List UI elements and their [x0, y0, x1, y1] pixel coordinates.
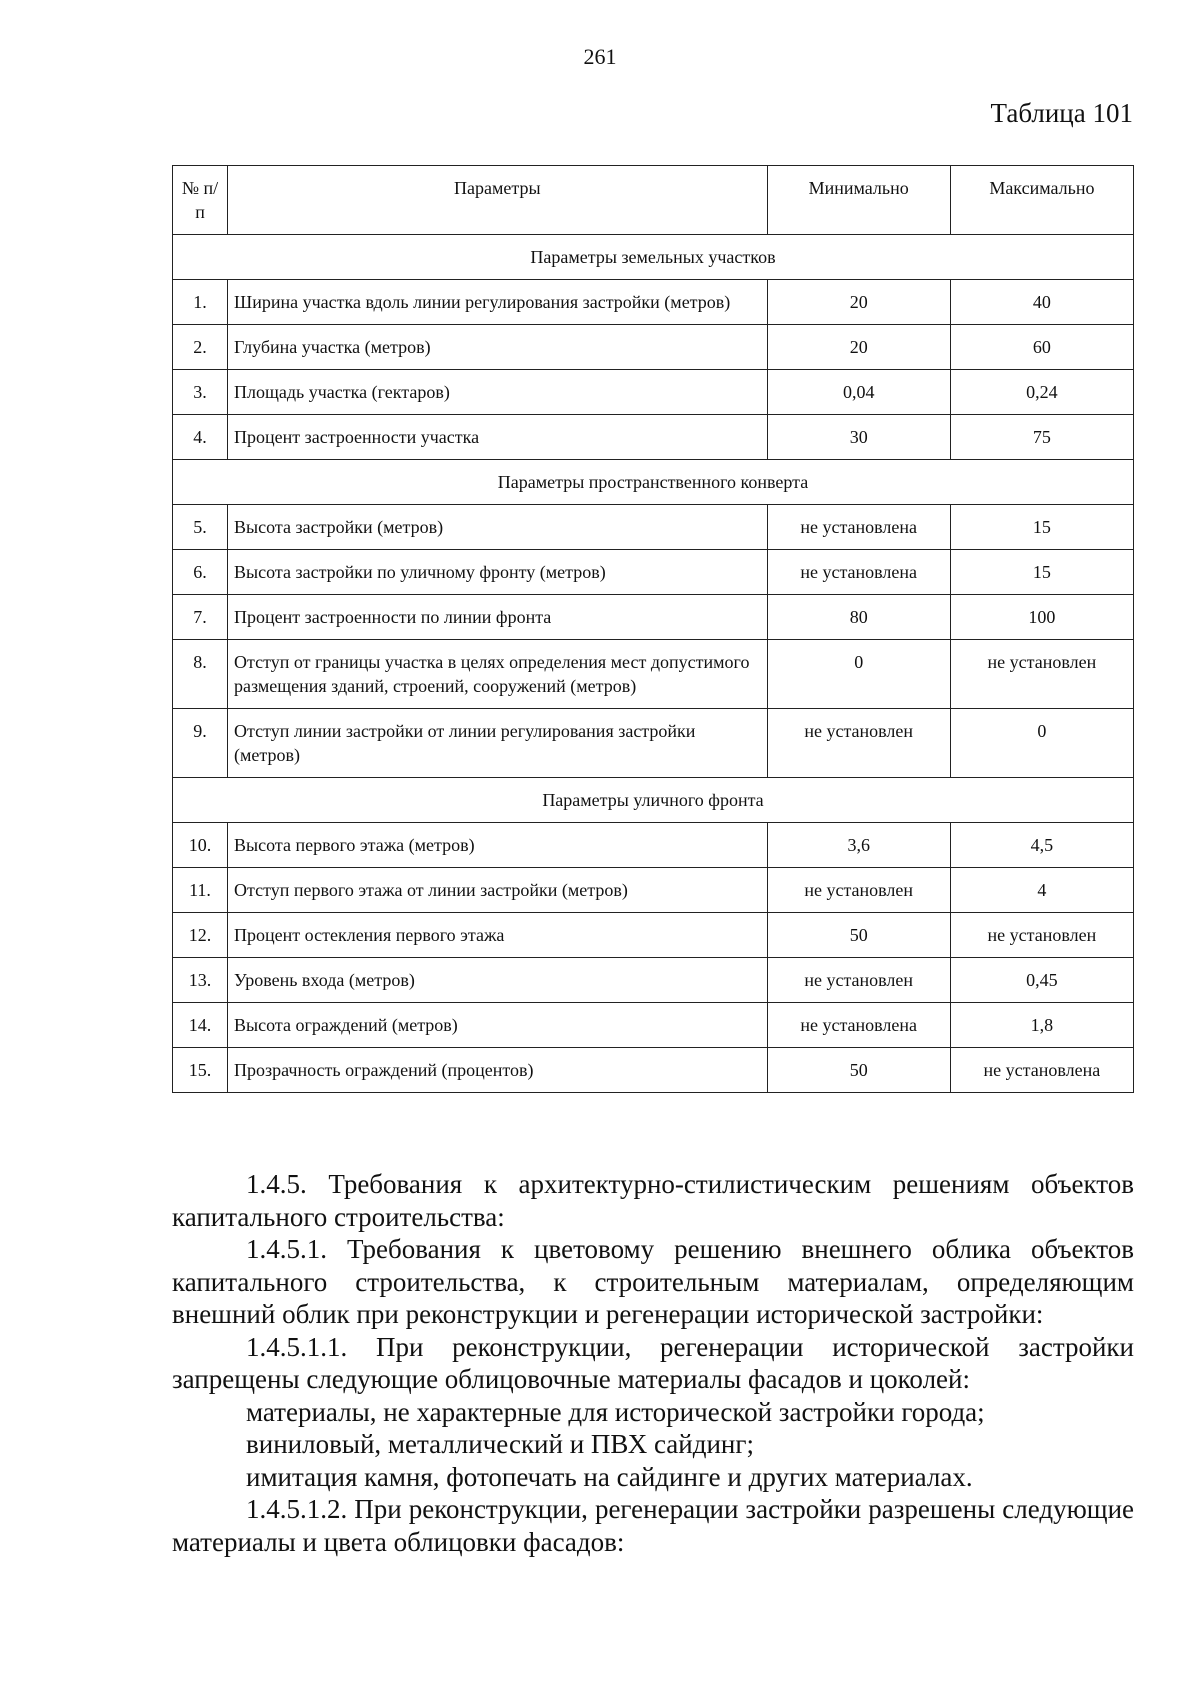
row-maximum: 15 — [950, 505, 1133, 550]
header-max: Максимально — [950, 166, 1133, 235]
table-row — [173, 868, 1134, 913]
table-body — [173, 235, 1134, 1093]
row-minimum: 20 — [767, 325, 950, 370]
row-number: 11. — [173, 868, 228, 913]
row-maximum: 1,8 — [950, 1003, 1133, 1048]
page-number: 261 — [583, 44, 617, 69]
table-row — [173, 325, 1134, 370]
row-parameter: Процент остекления первого этажа — [228, 913, 768, 958]
row-parameter: Высота ограждений (метров) — [228, 1003, 768, 1048]
paragraph: 1.4.5.1.1. При реконструкции, регенерации исторической застройки запрещены следующие облицовочные материалы фасадов и цоколей: — [172, 1331, 1134, 1394]
header-min: Минимально — [767, 166, 950, 235]
row-number: 6. — [173, 550, 228, 595]
paragraph: 1.4.5. Требования к архитектурно-стилистическим решениям объектов капитального строительства: — [172, 1169, 1134, 1232]
row-maximum: 75 — [950, 415, 1133, 460]
row-number: 2. — [173, 325, 228, 370]
row-maximum: 4 — [950, 868, 1133, 913]
list-item: материалы, не характерные для исторической застройки города; — [246, 1396, 985, 1427]
section-title: Параметры уличного фронта — [173, 778, 1134, 823]
table-row — [173, 505, 1134, 550]
row-parameter: Отступ первого этажа от линии застройки (метров) — [228, 868, 768, 913]
table-row — [173, 415, 1134, 460]
row-number: 1. — [173, 280, 228, 325]
row-minimum: 50 — [767, 913, 950, 958]
row-minimum: 3,6 — [767, 823, 950, 868]
row-number: 4. — [173, 415, 228, 460]
row-minimum: 0,04 — [767, 370, 950, 415]
row-maximum: не установлена — [950, 1048, 1133, 1093]
list-item: имитация камня, фотопечать на сайдинге и других материалах. — [246, 1461, 973, 1492]
row-minimum: 0 — [767, 640, 950, 709]
row-number: 12. — [173, 913, 228, 958]
row-parameter: Прозрачность ограждений (процентов) — [228, 1048, 768, 1093]
row-minimum: не установлен — [767, 958, 950, 1003]
table-row — [173, 595, 1134, 640]
row-number: 3. — [173, 370, 228, 415]
row-parameter: Процент застроенности участка — [228, 415, 768, 460]
row-number: 15. — [173, 1048, 228, 1093]
section-header-row — [173, 778, 1134, 823]
section-title: Параметры пространственного конверта — [173, 460, 1134, 505]
section-header-row — [173, 460, 1134, 505]
table-row — [173, 958, 1134, 1003]
row-parameter: Ширина участка вдоль линии регулирования застройки (метров) — [228, 280, 768, 325]
list-item: виниловый, металлический и ПВХ сайдинг; — [246, 1429, 754, 1459]
header-param: Параметры — [228, 166, 768, 235]
row-minimum: не установлена — [767, 1003, 950, 1048]
table-row — [173, 280, 1134, 325]
row-parameter: Высота застройки (метров) — [228, 505, 768, 550]
row-maximum: 40 — [950, 280, 1133, 325]
table-row — [173, 1003, 1134, 1048]
row-parameter: Высота первого этажа (метров) — [228, 823, 768, 868]
row-minimum: 30 — [767, 415, 950, 460]
row-number: 5. — [173, 505, 228, 550]
row-parameter: Глубина участка (метров) — [228, 325, 768, 370]
table-row — [173, 709, 1134, 778]
parameters-table — [172, 165, 1134, 1093]
row-parameter: Площадь участка (гектаров) — [228, 370, 768, 415]
row-minimum: 20 — [767, 280, 950, 325]
row-maximum: 100 — [950, 595, 1133, 640]
row-minimum: 50 — [767, 1048, 950, 1093]
row-parameter: Отступ от границы участка в целях определения мест допустимого размещения зданий, строений, сооружений (метров) — [228, 640, 768, 709]
row-maximum: 0 — [950, 709, 1133, 778]
row-maximum: 4,5 — [950, 823, 1133, 868]
body-text — [172, 1168, 1134, 1558]
row-minimum: не установлен — [767, 868, 950, 913]
paragraph: 1.4.5.1.2. При реконструкции, регенерации застройки разрешены следующие материалы и цвета облицовки фасадов: — [172, 1494, 1134, 1557]
row-parameter: Высота застройки по уличному фронту (метров) — [228, 550, 768, 595]
table-row — [173, 913, 1134, 958]
row-number: 10. — [173, 823, 228, 868]
row-parameter: Уровень входа (метров) — [228, 958, 768, 1003]
table-row — [173, 550, 1134, 595]
row-number: 7. — [173, 595, 228, 640]
row-minimum: не установлена — [767, 550, 950, 595]
row-maximum: 15 — [950, 550, 1133, 595]
row-maximum: 0,24 — [950, 370, 1133, 415]
row-number: 14. — [173, 1003, 228, 1048]
table-row — [173, 370, 1134, 415]
row-maximum: 0,45 — [950, 958, 1133, 1003]
row-number: 9. — [173, 709, 228, 778]
row-minimum: 80 — [767, 595, 950, 640]
row-number: 8. — [173, 640, 228, 709]
table-header-row — [173, 166, 1134, 235]
row-minimum: не установлен — [767, 709, 950, 778]
row-maximum: не установлен — [950, 640, 1133, 709]
header-num: № п/п — [173, 166, 228, 235]
section-header-row — [173, 235, 1134, 280]
table-row — [173, 640, 1134, 709]
row-minimum: не установлена — [767, 505, 950, 550]
section-title: Параметры земельных участков — [173, 235, 1134, 280]
row-number: 13. — [173, 958, 228, 1003]
row-maximum: 60 — [950, 325, 1133, 370]
table-caption: Таблица 101 — [990, 98, 1133, 128]
paragraph: 1.4.5.1. Требования к цветовому решению внешнего облика объектов капитального строительства, к строительным материалам, определяющим внешний облик при реконструкции и регенерации исторической застройки: — [172, 1234, 1134, 1329]
row-parameter: Процент застроенности по линии фронта — [228, 595, 768, 640]
row-maximum: не установлен — [950, 913, 1133, 958]
row-parameter: Отступ линии застройки от линии регулирования застройки (метров) — [228, 709, 768, 778]
table-row — [173, 823, 1134, 868]
table-row — [173, 1048, 1134, 1093]
